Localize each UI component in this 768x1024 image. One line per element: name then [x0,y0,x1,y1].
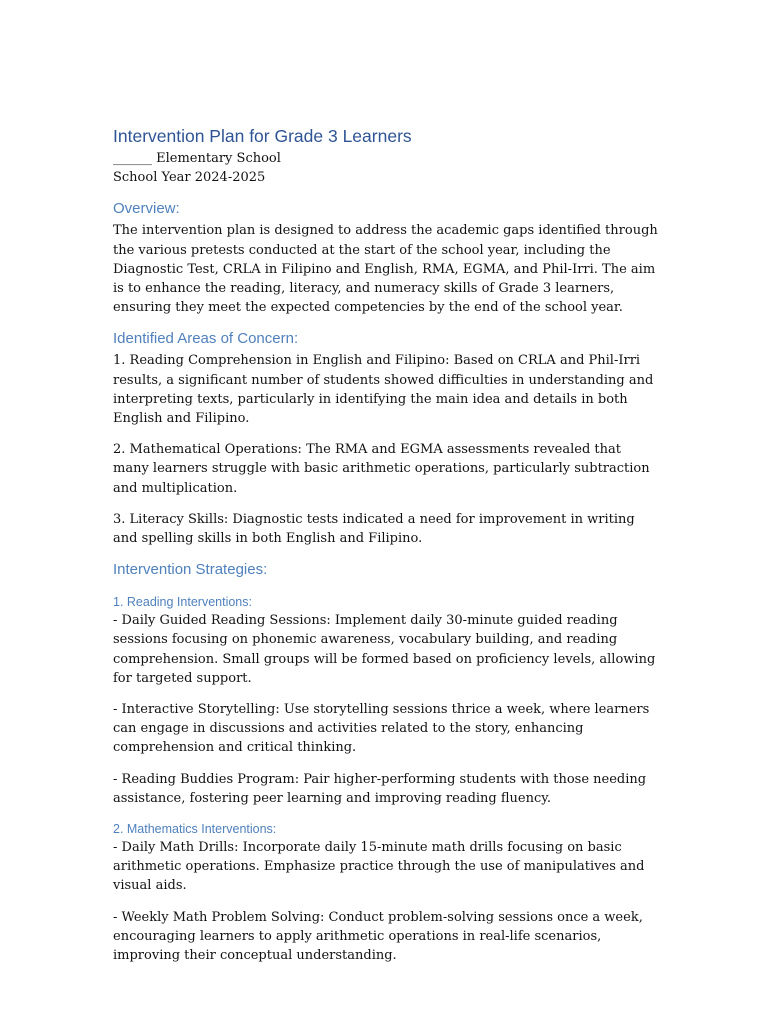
overview-text: The intervention plan is designed to address the academic gaps identified through the various pretests conducted at the start of the school year, including the Diagnostic Test, CRLA in Filipino and English, RMA, EGMA, and Phil-Irri. The aim is to enhance the reading, literacy, and numeracy skills of Grade 3 learners, ensuring they meet the expected competencies by the end of the school year. [113,223,658,316]
strategies-heading: Intervention Strategies: [113,561,268,579]
overview-heading: Overview: [113,200,180,218]
math-item: - Daily Math Drills: Incorporate daily 15-minute math drills focusing on basic arithmetic operations. Emphasize practice through the use of manipulatives and visual aids. [113,840,645,894]
school-year: School Year 2024-2025 [113,170,266,186]
reading-item: - Daily Guided Reading Sessions: Implement daily 30-minute guided reading sessions focusing on phonemic awareness, vocabulary building, and reading comprehension. Small groups will be formed based on proficiency levels, allowing for targeted support. [113,613,656,686]
math-item: - Weekly Math Problem Solving: Conduct problem-solving sessions once a week, encouraging learners to apply arithmetic operations in real-life scenarios, improving their conceptual understanding. [113,909,643,964]
concerns-heading: Identified Areas of Concern: [113,330,299,348]
concern-item: 2. Mathematical Operations: The RMA and EGMA assessments revealed that many learners struggle with basic arithmetic operations, particularly subtraction and multiplication. [113,442,650,496]
document-title: Intervention Plan for Grade 3 Learners [113,126,412,146]
math-interventions-heading: 2. Mathematics Interventions: [113,822,277,837]
reading-item: - Reading Buddies Program: Pair higher-performing students with those needing assistance, fostering peer learning and improving reading fluency. [113,771,647,806]
concern-item: 3. Literacy Skills: Diagnostic tests indicated a need for improvement in writing and spelling skills in both English and Filipino. [113,511,635,547]
document-page [113,124,658,977]
reading-interventions-heading: 1. Reading Interventions: [113,595,252,610]
concern-item: 1. Reading Comprehension in English and Filipino: Based on CRLA and Phil-Irri results, a significant number of students showed difficulties in understanding and interpreting texts, particularly in identifying the main idea and details in both English and Filipino. [113,353,654,427]
school-name: ______ Elementary School [113,151,281,166]
reading-item: - Interactive Storytelling: Use storytelling sessions thrice a week, where learners can engage in discussions and activities related to the story, enhancing comprehension and critical thinking. [113,702,650,756]
